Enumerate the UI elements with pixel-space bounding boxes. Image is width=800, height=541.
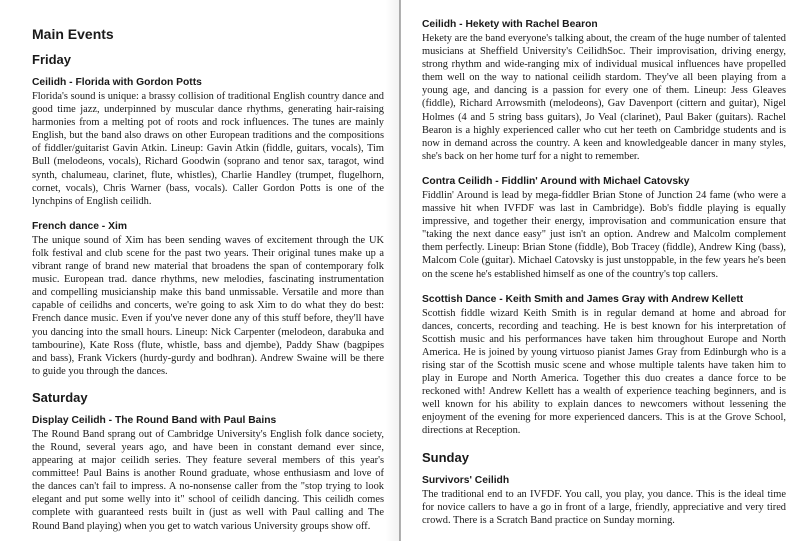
event-description: Scottish fiddle wizard Keith Smith is in regular demand at home and abroad for dances, concerts, recording and teaching. He is best known for his interpretation of Scottish music and his performances have taken him throughout Europe and North America. He is joined by young virtuoso pianist James Gray from Edinburgh who is a rising star of the Scottish music scene and whose multiple talents have taken him to play in Europe and North America. Together this duo creates a dance force to be reckoned with! Andrew Kellett has a wealth of experience teaching beginners, and is well known for his ability to explain dances to newcomers without lessening the enjoyment of the evening for more experienced dancers. This is at the Grove School, directions at Reception. (422, 307, 786, 437)
event-description: Hekety are the band everyone's talking about, the cream of the huge number of talented musicians at Sheffield University's CeilidhSoc. Their improvisation, driving energy, strong rhythm and wide-ranging mix of individual musical influences have propelled them well on the way to national ceilidh stardom. They've all been playing from a young age, and dancing is a passion for every one of them. Lineup: Jess Gleaves (fiddle), Richard Arrowsmith (melodeons), Gav Davenport (cittern and guitar), Nigel Holmes (4 and 5 string bass guitars), Jo Veal (clarinet), Paul Baker (guitars). Rachel Bearon is a highly experienced caller who cut her teeth on Cambridge students and is now in demand across the country. A keen and knowledgeable dancer in many styles, she's back on her home turf for a night to remember. (422, 33, 786, 162)
event-title: French dance - Xim (32, 220, 127, 232)
event-contra-ceilidh (422, 175, 786, 281)
event-description: The unique sound of Xim has been sending waves of excitement through the UK folk festival and club scene for the past two years. Their original tunes make up a vibrant range of brand new material that broadens the span of contemporary folk music. European trad. dance rhythms, new melodies, fascinating instrumentation and compelling musicianship make this band unmissable. Versatile and more than capable of ceilidhs and concerts, we're going to ask Xim to do what they do best: French dance music. Even if you've never done any of this stuff before, they'll have you dancing into the small hours. Lineup: Nick Carpenter (melodeon, darabuka and tambourine), Kate Ross (flute, whistle, bass and djembe), Paddy Shaw (bagpipes and bass), Frank Vickers (hurdy-gurdy and bodhran). Andrew Swaine will be there to guide you through the dances. (32, 234, 384, 377)
event-title: Ceilidh - Florida with Gordon Potts (32, 77, 202, 88)
event-description: The Round Band sprang out of Cambridge University's English folk dance society, the Round, several years ago, and have been in constant demand ever since, appearing at major ceilidh series. They feature several members of this year's committee! Paul Bains is another Round graduate, whose enthusiasm and love of the dances can't fail to impress. A no-nonsense caller from the "stop trying to look elegant and put some welly into it" school of ceilidh dancing. This ceilidh comes complete with guaranteed rests built in (just as well with Paul calling and The Round Band playing) when you get to watch various University groups show off. (32, 428, 384, 532)
day-heading-sunday: Sunday (422, 449, 469, 465)
event-title: Ceilidh - Hekety with Rachel Bearon (422, 19, 598, 30)
event-title: Scottish Dance - Keith Smith and James Gray with Andrew Kellett (422, 293, 744, 305)
event-title: Display Ceilidh - The Round Band with Paul Bains (32, 414, 277, 426)
left-page (0, 0, 398, 541)
event-hekety-ceilidh (422, 18, 786, 163)
right-page (402, 0, 800, 541)
event-xim-french-dance (32, 220, 384, 378)
event-scottish-dance (422, 293, 786, 438)
event-survivors-ceilidh (422, 474, 786, 527)
event-title: Survivors' Ceilidh (422, 474, 510, 486)
event-description: Fiddlin' Around is lead by mega-fiddler Brian Stone of Junction 24 fame (who were a massive hit when IVFDF was last in Cambridge). Bob's fiddle playing is equally impressive, and together their energy, improvisation and communication ensure that "taking the next dance easy" just isn't an option. Andrew and Malcolm complement them perfectly. Lineup: Brian Stone (fiddle), Bob Tracey (fiddle), Andrew King (bass), Malcom Cole (guitar). Michael Catovsky is just unstoppable, in the few years he's been on the scene he's established himself as one of the country's top callers. (422, 189, 786, 280)
day-heading-friday: Friday (32, 52, 72, 67)
event-title: Contra Ceilidh - Fiddlin' Around with Michael Catovsky (422, 175, 690, 187)
page-fold-shadow (385, 0, 399, 541)
event-round-band-display-ceilidh (32, 414, 384, 533)
event-description: Florida's sound is unique: a brassy collision of traditional English country dance and good time jazz, underpinned by muscular dance rhythms, generating hair-raising harmonies from a melting pot of roots and rock influences. The tunes are mainly English, but the band also draws on other European traditions and the compositions of fiddler/guitarist Gavin Atkin. Lineup: Gavin Atkin (fiddle, guitars, vocals), Tim Bull (melodeons, vocals), Richard Goodwin (soprano and tenor sax, taragot, wind synth, chalumeau, clarinet, flute, whistles), Charlie Handley (trumpet, flugelhorn, cornet, vocals), Chris Warner (bass, vocals). Caller Gordon Potts is one of the lynchpins of English ceilidh. (32, 91, 384, 207)
event-description: The traditional end to an IVFDF. You call, you play, you dance. This is the ideal time for novice callers to have a go in front of a large, friendly, appreciative and very tired crowd. There is a Scratch Band practice on Sunday morning. (422, 488, 786, 526)
event-florida-ceilidh (32, 76, 384, 208)
page-title: Main Events (32, 26, 114, 42)
day-heading-saturday: Saturday (32, 389, 88, 405)
page-divider (399, 0, 401, 541)
